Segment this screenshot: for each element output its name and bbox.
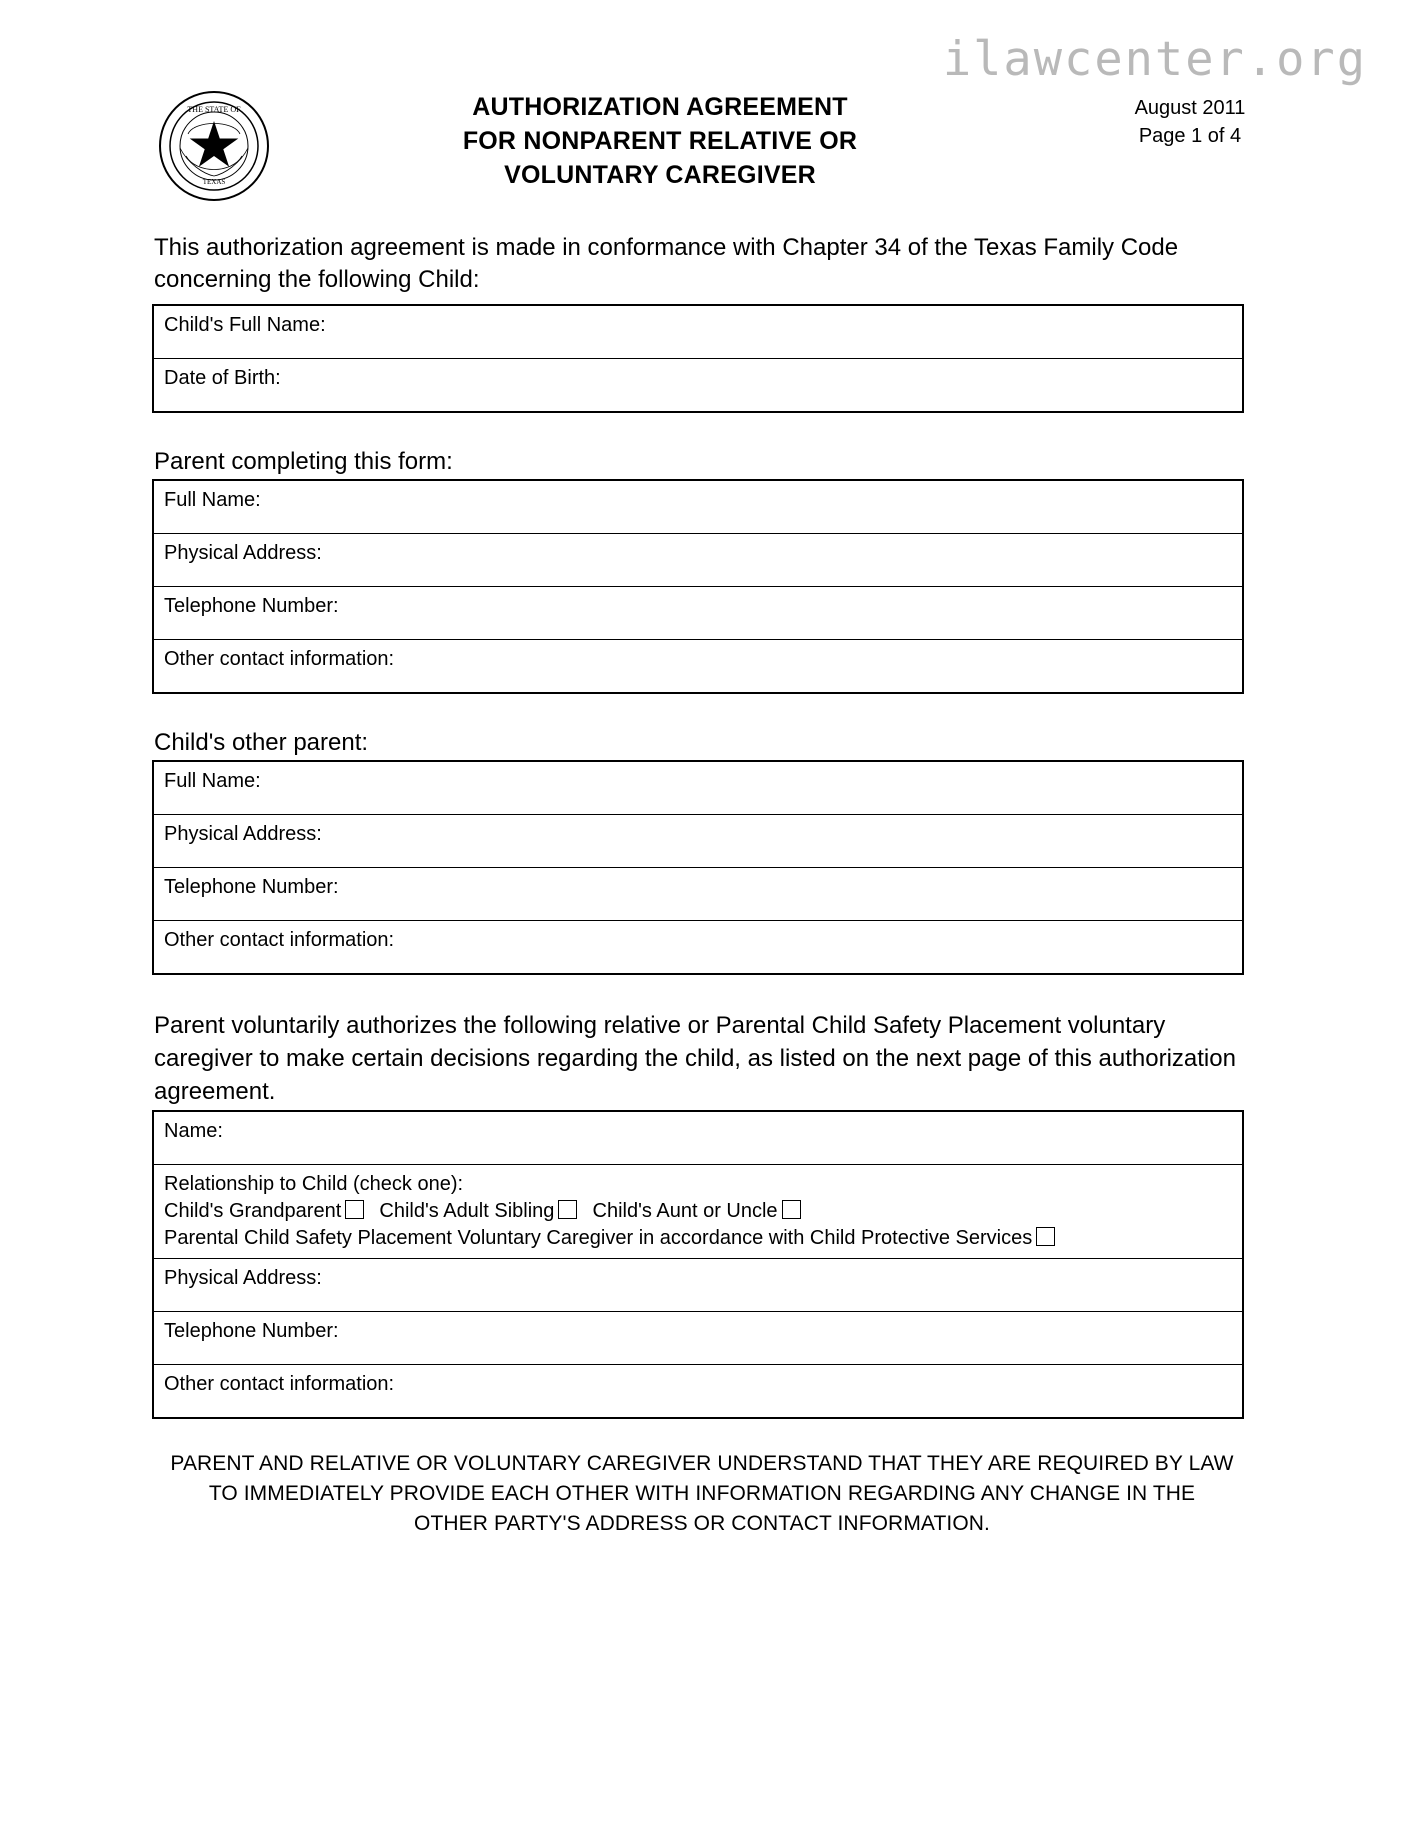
field-other-parent-full-name[interactable]: Full Name:	[153, 761, 1243, 815]
table-row[interactable]	[153, 1259, 1243, 1312]
field-relationship-to-child[interactable]	[153, 1165, 1243, 1259]
title-line-2: FOR NONPARENT RELATIVE OR	[462, 127, 858, 155]
watermark-text: ilawcenter.org	[942, 32, 1367, 87]
child-info-table	[152, 304, 1244, 413]
parent-section-label: Parent completing this form:	[154, 448, 453, 475]
svg-text:THE STATE OF: THE STATE OF	[187, 105, 241, 114]
page-number: Page 1 of 4	[1138, 125, 1242, 147]
table-row[interactable]	[153, 868, 1243, 921]
header-meta	[1060, 94, 1320, 150]
table-row[interactable]	[153, 815, 1243, 868]
checkbox-pcsp-caregiver[interactable]	[1036, 1227, 1055, 1246]
field-caregiver-physical-address[interactable]: Physical Address:	[153, 1259, 1243, 1312]
caregiver-paragraph: Parent voluntarily authorizes the following relative or Parental Child Safety Placement voluntary caregiver to make certain decisions regarding the child, as listed on the next page of this authorization agreement.	[154, 1012, 1236, 1105]
table-row[interactable]	[153, 359, 1243, 413]
field-parent-telephone[interactable]: Telephone Number:	[153, 587, 1243, 640]
table-row[interactable]	[153, 1165, 1243, 1259]
field-other-parent-physical-address[interactable]: Physical Address:	[153, 815, 1243, 868]
document-date: August 2011	[1134, 97, 1246, 119]
page-title	[330, 90, 990, 192]
other-parent-info-table	[152, 760, 1244, 975]
parent-info-table	[152, 479, 1244, 694]
document-header	[0, 78, 1411, 208]
title-line-1: AUTHORIZATION AGREEMENT	[472, 93, 848, 121]
field-parent-physical-address[interactable]: Physical Address:	[153, 534, 1243, 587]
svg-text:TEXAS: TEXAS	[202, 178, 226, 186]
texas-state-seal-icon	[158, 90, 270, 202]
footer-notice: PARENT AND RELATIVE OR VOLUNTARY CAREGIVER UNDERSTAND THAT THEY ARE REQUIRED BY LAW TO IMMEDIATELY PROVIDE EACH OTHER WITH INFORMATION REGARDING ANY CHANGE IN THE OTHER PARTY'S ADDRESS OR CONTACT INFORMATION.	[170, 1452, 1234, 1535]
field-caregiver-other-contact[interactable]: Other contact information:	[153, 1365, 1243, 1419]
table-row[interactable]	[153, 1111, 1243, 1165]
document-body	[152, 232, 1252, 1539]
caregiver-info-table	[152, 1110, 1244, 1419]
checkbox-adult-sibling[interactable]	[558, 1200, 577, 1219]
table-row[interactable]	[153, 1312, 1243, 1365]
table-row[interactable]	[153, 587, 1243, 640]
table-row[interactable]	[153, 305, 1243, 359]
table-row[interactable]	[153, 761, 1243, 815]
option-aunt-uncle-label: Child's Aunt or Uncle	[592, 1200, 778, 1222]
table-row[interactable]	[153, 534, 1243, 587]
checkbox-grandparent[interactable]	[345, 1200, 364, 1219]
field-child-dob[interactable]: Date of Birth:	[153, 359, 1243, 413]
table-row[interactable]	[153, 921, 1243, 975]
field-child-full-name[interactable]: Child's Full Name:	[153, 305, 1243, 359]
relationship-options-line-2[interactable]	[164, 1225, 1242, 1252]
field-parent-full-name[interactable]: Full Name:	[153, 480, 1243, 534]
field-caregiver-telephone[interactable]: Telephone Number:	[153, 1312, 1243, 1365]
other-parent-section-label: Child's other parent:	[154, 729, 369, 756]
title-line-3: VOLUNTARY CAREGIVER	[504, 161, 816, 189]
field-other-parent-telephone[interactable]: Telephone Number:	[153, 868, 1243, 921]
field-parent-other-contact[interactable]: Other contact information:	[153, 640, 1243, 694]
relationship-label: Relationship to Child (check one):	[164, 1173, 464, 1195]
option-pcsp-caregiver-label: Parental Child Safety Placement Voluntary Caregiver in accordance with Child Protective Services	[164, 1227, 1033, 1249]
field-other-parent-other-contact[interactable]: Other contact information:	[153, 921, 1243, 975]
checkbox-aunt-uncle[interactable]	[782, 1200, 801, 1219]
table-row[interactable]	[153, 1365, 1243, 1419]
table-row[interactable]	[153, 480, 1243, 534]
option-grandparent-label: Child's Grandparent	[164, 1200, 342, 1222]
relationship-options-line-1[interactable]	[164, 1198, 1242, 1225]
field-caregiver-name[interactable]: Name:	[153, 1111, 1243, 1165]
table-row[interactable]	[153, 640, 1243, 694]
option-adult-sibling-label: Child's Adult Sibling	[379, 1200, 555, 1222]
intro-paragraph: This authorization agreement is made in conformance with Chapter 34 of the Texas Family Code concerning the following Child:	[154, 234, 1179, 293]
